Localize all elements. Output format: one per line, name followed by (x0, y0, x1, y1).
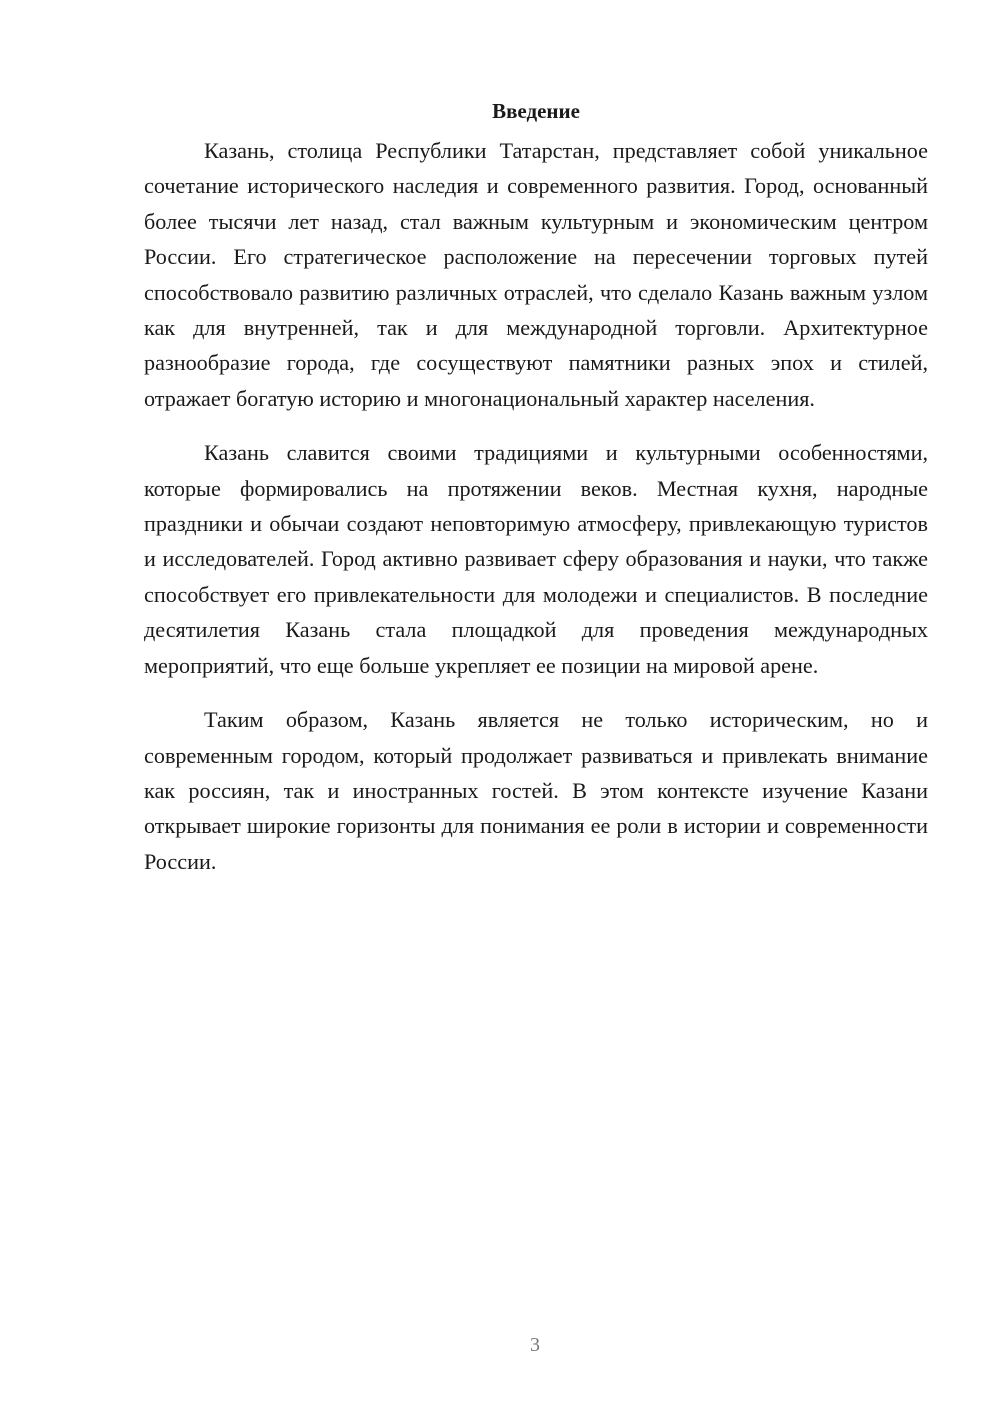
paragraph-1: Казань, столица Республики Татарстан, представляет собой уникальное сочетание исторического наследия и современного развития. Город, основанный более тысячи лет назад, стал важным культурным и экономическим центром России. Его стратегическое расположение на пересечении торговых путей способствовало развитию различных отраслей, что сделало Казань важным узлом как для внутренней, так и для международной торговли. Архитектурное разнообразие города, где сосуществуют памятники разных эпох и стилей, отражает богатую историю и многонациональный характер населения. (144, 138, 928, 411)
page-number: 3 (530, 1334, 540, 1356)
paragraph-2: Казань славится своими традициями и культурными особенностями, которые формировались на протяжении веков. Местная кухня, народные праздники и обычаи создают неповторимую атмосферу, привлекающую туристов и исследователей. Город активно развивает сферу образования и науки, что также способствует его привлекательности для молодежи и специалистов. В последние десятилетия Казань стала площадкой для проведения международных мероприятий, что еще больше укрепляет ее позиции на мировой арене. (144, 440, 928, 678)
paragraph-3: Таким образом, Казань является не только историческим, но и современным городом, который продолжает развиваться и привлекать внимание как россиян, так и иностранных гостей. В этом контексте изучение Казани открывает широкие горизонты для понимания ее роли в истории и современности России. (144, 707, 928, 874)
page-content (144, 94, 928, 898)
section-heading: Введение (492, 99, 580, 123)
